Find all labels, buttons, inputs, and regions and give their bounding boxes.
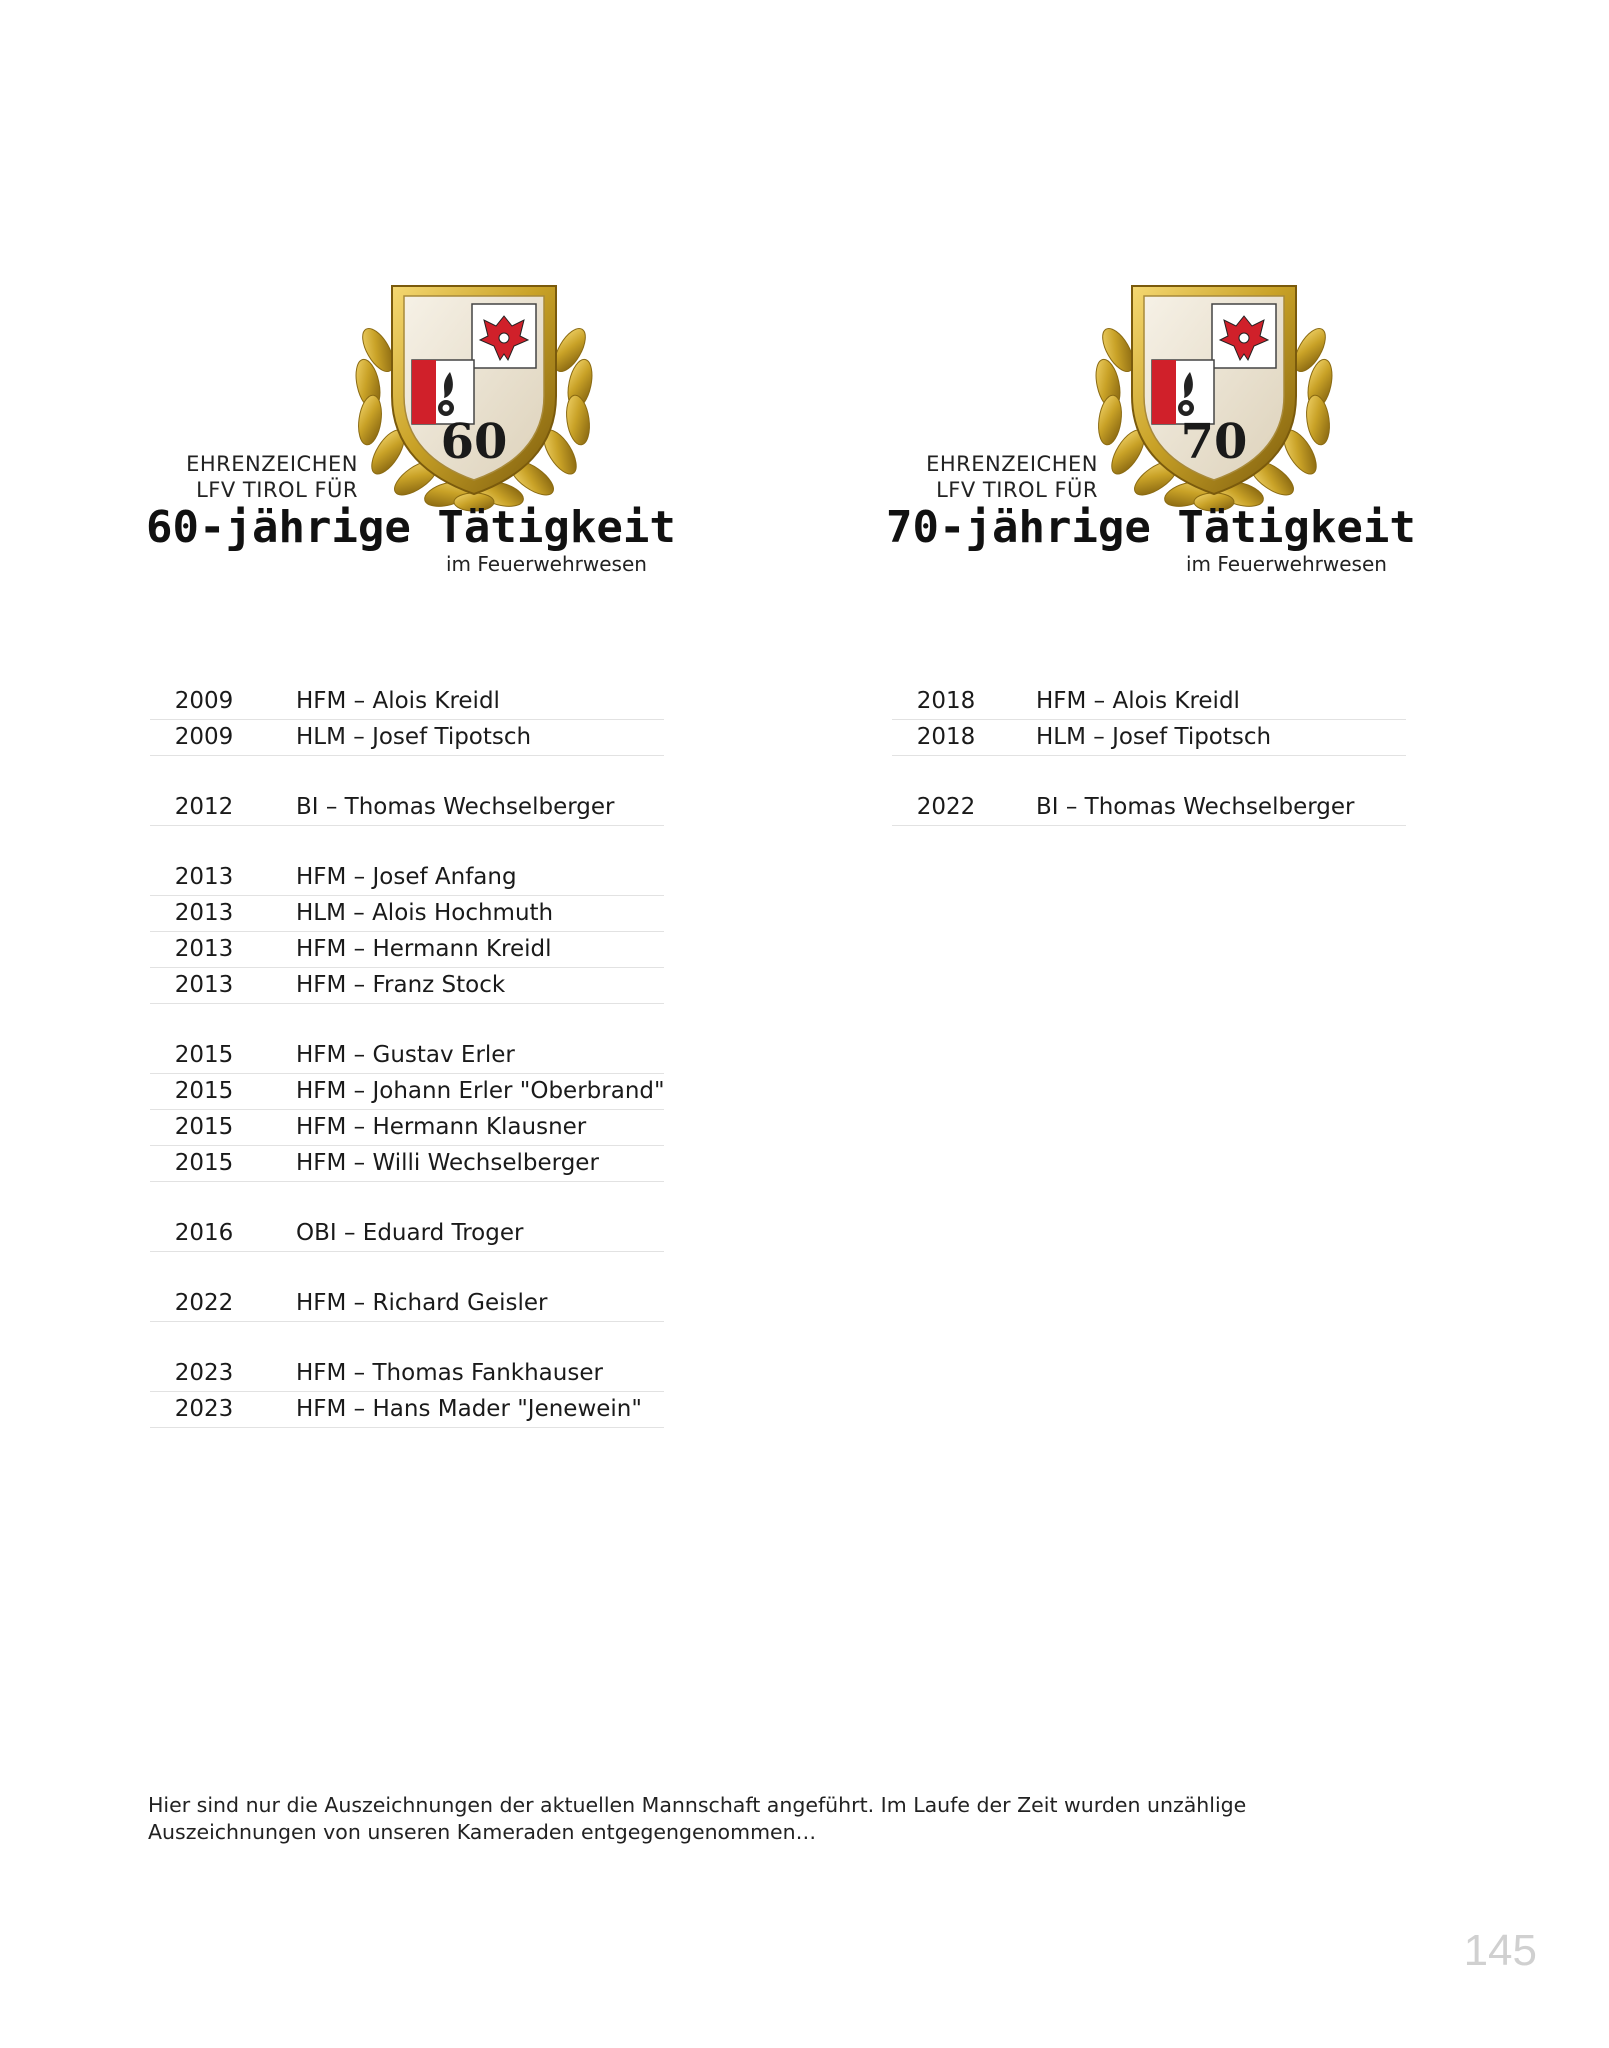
badge-60-icon: [344, 280, 604, 512]
award-70-kicker-line2: LFV TIROL FÜR: [936, 478, 1098, 502]
row-name: HFM – Hans Mader "Jenewein": [296, 1396, 642, 1422]
row-name: HFM – Gustav Erler: [296, 1042, 515, 1068]
table-row: [150, 860, 664, 896]
row-year: 2009: [174, 688, 234, 714]
table-row: [892, 684, 1406, 720]
award-60-subtitle: im Feuerwehrwesen: [446, 552, 647, 576]
row-name: HFM – Willi Wechselberger: [296, 1150, 599, 1176]
row-year: 2013: [174, 936, 234, 962]
table-row: [150, 1110, 664, 1146]
table-row: [892, 790, 1406, 826]
badge-70-number: 70: [1180, 414, 1248, 470]
row-year: 2015: [174, 1150, 234, 1176]
year-group: [150, 1286, 664, 1322]
page-number: 145: [1463, 1926, 1537, 1975]
row-name: HLM – Alois Hochmuth: [296, 900, 554, 926]
row-year: 2023: [174, 1360, 234, 1386]
year-group: [150, 1356, 664, 1428]
row-name: HFM – Alois Kreidl: [1036, 688, 1240, 714]
row-name: HFM – Franz Stock: [296, 972, 506, 998]
award-60-title: 60-jährige Tätigkeit: [146, 502, 676, 553]
table-row: [150, 790, 664, 826]
row-year: 2015: [174, 1042, 234, 1068]
table-row: [150, 1038, 664, 1074]
row-name: BI – Thomas Wechselberger: [1036, 794, 1355, 820]
row-year: 2013: [174, 864, 234, 890]
year-group: [150, 860, 664, 1004]
row-name: HFM – Johann Erler "Oberbrand": [296, 1078, 665, 1104]
table-row: [150, 932, 664, 968]
row-name: HLM – Josef Tipotsch: [1036, 724, 1272, 750]
row-year: 2009: [174, 724, 234, 750]
row-name: OBI – Eduard Troger: [296, 1220, 524, 1246]
table-row: [892, 720, 1406, 756]
table-row: [150, 1216, 664, 1252]
row-year: 2018: [916, 688, 976, 714]
table-row: [150, 1392, 664, 1428]
footnote: Hier sind nur die Auszeichnungen der aktuellen Mannschaft angeführt. Im Laufe der Zeit wurden unzählige Auszeichnungen von unseren Kameraden entgegengenommen…: [148, 1793, 1247, 1844]
table-row: [150, 1286, 664, 1322]
row-year: 2016: [174, 1220, 234, 1246]
table-row: [150, 720, 664, 756]
table-row: [150, 1146, 664, 1182]
row-year: 2022: [174, 1290, 234, 1316]
row-year: 2015: [174, 1078, 234, 1104]
row-name: HFM – Alois Kreidl: [296, 688, 500, 714]
row-name: HFM – Josef Anfang: [296, 864, 517, 890]
table-row: [150, 968, 664, 1004]
table-row: [150, 684, 664, 720]
row-year: 2018: [916, 724, 976, 750]
year-group: [150, 790, 664, 826]
award-60-recipient-list: [150, 684, 664, 1462]
row-name: HLM – Josef Tipotsch: [296, 724, 532, 750]
row-year: 2013: [174, 972, 234, 998]
row-year: 2013: [174, 900, 234, 926]
award-70-title: 70-jährige Tätigkeit: [886, 502, 1416, 553]
award-70-kicker-line1: EHRENZEICHEN: [926, 452, 1098, 476]
year-group: [150, 1216, 664, 1252]
award-70-subtitle: im Feuerwehrwesen: [1186, 552, 1387, 576]
badge-70-icon: [1084, 280, 1344, 512]
row-name: BI – Thomas Wechselberger: [296, 794, 615, 820]
award-60-header: [146, 280, 706, 590]
year-group: [892, 684, 1406, 756]
row-name: HFM – Thomas Fankhauser: [296, 1360, 603, 1386]
table-row: [150, 896, 664, 932]
award-70-recipient-list: [892, 684, 1406, 860]
year-group: [150, 1038, 664, 1182]
row-year: 2012: [174, 794, 234, 820]
row-year: 2015: [174, 1114, 234, 1140]
year-group: [150, 684, 664, 756]
award-60-kicker-line2: LFV TIROL FÜR: [196, 478, 358, 502]
row-year: 2022: [916, 794, 976, 820]
award-70-header: [886, 280, 1446, 590]
award-60-kicker-line1: EHRENZEICHEN: [186, 452, 358, 476]
year-group: [892, 790, 1406, 826]
row-name: HFM – Hermann Klausner: [296, 1114, 587, 1140]
badge-60-number: 60: [440, 414, 508, 470]
table-row: [150, 1356, 664, 1392]
table-row: [150, 1074, 664, 1110]
row-name: HFM – Hermann Kreidl: [296, 936, 552, 962]
row-year: 2023: [174, 1396, 234, 1422]
row-name: HFM – Richard Geisler: [296, 1290, 548, 1316]
